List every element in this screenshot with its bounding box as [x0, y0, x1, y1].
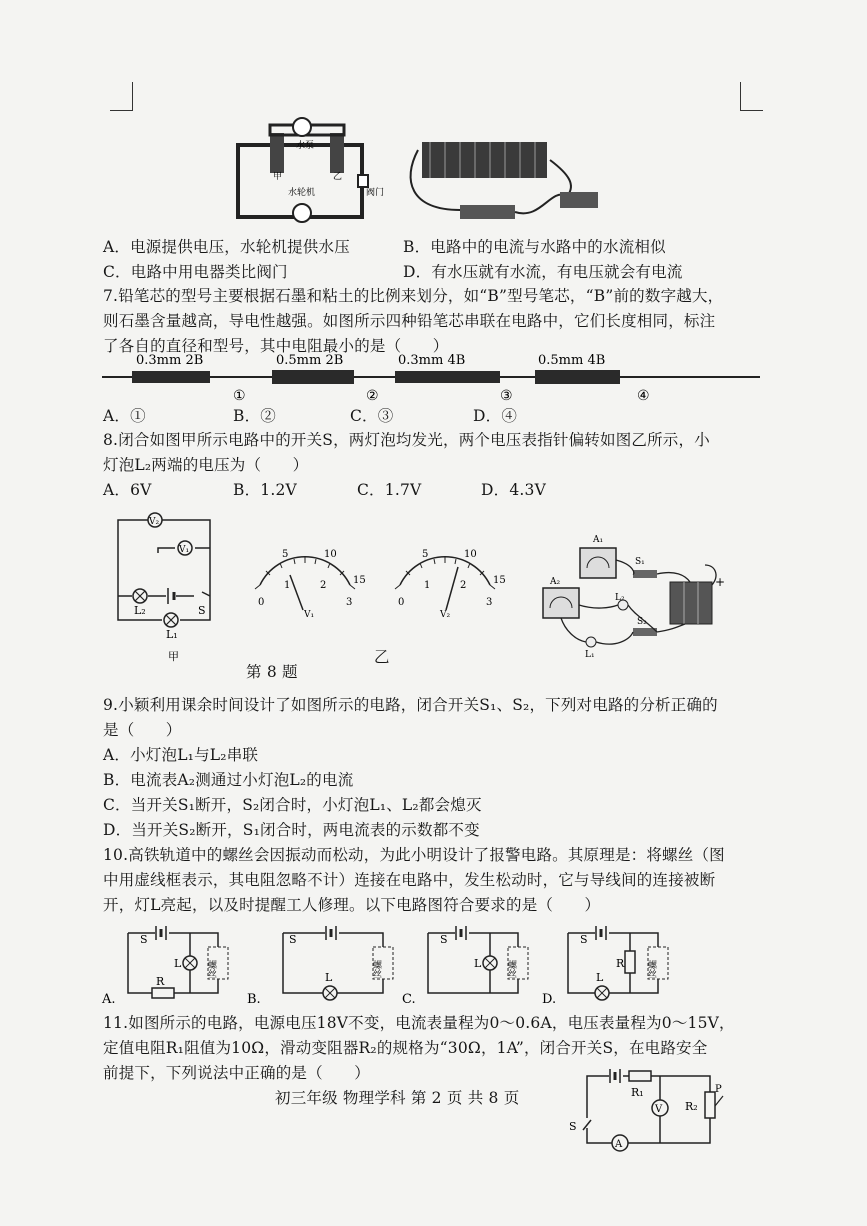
r1-label: R₁: [631, 1086, 644, 1099]
pencil-4-spec: 0.5mm 4B: [538, 353, 606, 368]
q9-option-b: B．电流表A₂测通过小灯泡L₂的电流: [103, 771, 354, 789]
r2-label: R₂: [685, 1100, 698, 1113]
q6-option-a: A．电源提供电压，水轮机提供水压: [103, 238, 350, 256]
pencil-2-spec: 0.5mm 2B: [276, 353, 344, 368]
letter-d: D.: [542, 992, 557, 1007]
pencil-series-figure: [100, 350, 765, 405]
q8-caption: 第 8 题: [246, 663, 298, 681]
q9-stem-line1: 9.小颖利用课余时间设计了如图所示的电路，闭合开关S₁、S₂，下列对电路的分析正确的: [103, 696, 718, 714]
s-label: S: [140, 933, 148, 946]
plus-label: +: [715, 575, 726, 589]
screw-label: 螺丝: [646, 960, 656, 978]
pencil-3-num: ③: [500, 388, 513, 404]
a1-label: A₁: [593, 535, 604, 545]
pencil-1-num: ①: [233, 388, 246, 404]
q7-option-d: D．④: [473, 407, 518, 425]
q11-stem-line1: 11.如图所示的电路，电源电压18V不变，电流表量程为0～0.6A，电压表量程为0～15V，: [103, 1014, 735, 1032]
q10-circuit-b: [245, 925, 390, 1005]
a-label: A: [615, 1139, 623, 1150]
pencil-3-spec: 0.3mm 4B: [398, 353, 466, 368]
pencil-4-num: ④: [637, 388, 650, 404]
screw-label: 螺丝: [206, 960, 216, 978]
valve-label: 阀门: [366, 188, 385, 198]
q8-stem-line2: 灯泡L₂两端的电压为（ ）: [103, 456, 309, 474]
page-footer: 初三年级 物理学科 第 2 页 共 8 页: [275, 1089, 520, 1107]
s2-label: S₂: [637, 617, 647, 627]
q11-stem-line3: 前提下，下列说法中正确的是（ ）: [103, 1064, 370, 1082]
meter1-bottom-0: 0: [258, 597, 265, 608]
s1-label: S₁: [635, 557, 645, 567]
l-label: L: [174, 957, 182, 970]
crop-mark-left: [110, 82, 133, 111]
q9-option-d: D．当开关S₂断开，S₁闭合时，两电流表的示数都不变: [103, 821, 480, 839]
meter2-bottom-3: 3: [486, 597, 493, 608]
s-label: S: [198, 604, 206, 617]
q10-stem-line1: 10.高铁轨道中的螺丝会因振动而松动，为此小明设计了报警电路。其原理是：将螺丝（图: [103, 846, 725, 864]
q10-circuit-d: [540, 925, 675, 1005]
s-label: S: [580, 933, 588, 946]
crop-mark-right: [740, 82, 763, 111]
q9-circuit-photo: [535, 530, 760, 660]
jia-label: 甲: [273, 172, 283, 182]
q6-option-b: B．电路中的电流与水路中的水流相似: [403, 238, 666, 256]
meter2-bottom-2: 2: [460, 580, 467, 591]
q11-circuit: [565, 1068, 730, 1168]
water-pump-label: 水泵: [296, 141, 315, 151]
meter1-end-15: 15: [353, 575, 366, 586]
pencil-2-num: ②: [366, 388, 379, 404]
q7-stem-line3: 了各自的直径和型号，其中电阻最小的是（ ）: [103, 337, 449, 355]
p-label: P: [715, 1084, 722, 1095]
v-label: V: [655, 1104, 663, 1115]
voltmeter-dial-2: [380, 545, 510, 620]
q7-option-a: A．①: [103, 407, 146, 425]
l-label: L: [325, 971, 333, 984]
l2-label: L₂: [615, 593, 625, 603]
r-label: R: [156, 975, 165, 988]
meter2-bottom-0: 0: [398, 597, 405, 608]
pencil-1-spec: 0.3mm 2B: [136, 353, 204, 368]
q7-option-c: C．③: [350, 407, 394, 425]
l1-label: L₁: [585, 650, 595, 660]
turbine-label: 水轮机: [288, 188, 316, 198]
screw-label: 螺丝: [506, 960, 516, 978]
yi-label: 乙: [333, 172, 343, 182]
meter1-top-10: 10: [324, 549, 337, 560]
q7-option-b: B．②: [233, 407, 276, 425]
meter1-needle-label: V₁: [304, 610, 315, 620]
meter1-bottom-1: 1: [284, 580, 291, 591]
meter1-bottom-2: 2: [320, 580, 327, 591]
l1-label: L₁: [166, 628, 178, 641]
q8-option-a: A．6V: [103, 481, 152, 499]
meter2-top-10: 10: [464, 549, 477, 560]
letter-a: A.: [102, 992, 116, 1007]
coil-photo-figure: [400, 130, 610, 225]
water-circuit-figure: [230, 115, 385, 227]
s-label: S: [440, 933, 448, 946]
voltmeter-dial-1: [240, 545, 370, 620]
r-label: R: [616, 957, 625, 970]
q11-stem-line2: 定值电阻R₁阻值为10Ω，滑动变阻器R₂的规格为“30Ω，1A”，闭合开关S，在电路安全: [103, 1039, 708, 1057]
q8-option-b: B．1.2V: [233, 481, 297, 499]
screw-label: 螺丝: [371, 960, 381, 978]
q6-option-d: D．有水压就有水流，有电压就会有电流: [403, 263, 683, 281]
s-label: S: [289, 933, 297, 946]
q10-stem-line2: 中用虚线框表示，其电阻忽略不计）连接在电路中，发生松动时，它与导线间的连接被断: [103, 871, 716, 889]
letter-c: C.: [402, 992, 416, 1007]
q9-option-a: A．小灯泡L₁与L₂串联: [103, 746, 259, 764]
q8-stem-line1: 8.闭合如图甲所示电路中的开关S，两灯泡均发光，两个电压表指针偏转如图乙所示，小: [103, 431, 710, 449]
q8-option-c: C．1.7V: [357, 481, 422, 499]
s-label: S: [569, 1120, 577, 1133]
a2-label: A₂: [550, 577, 561, 587]
q8-circuit-jia: [110, 508, 230, 663]
v1-label: V₁: [179, 545, 190, 555]
q8-yi-label: 乙: [374, 648, 390, 666]
meter1-top-5: 5: [282, 549, 289, 560]
meter1-bottom-3: 3: [346, 597, 353, 608]
meter2-top-5: 5: [422, 549, 429, 560]
l2-label: L₂: [134, 604, 146, 617]
letter-b: B.: [247, 992, 261, 1007]
q7-stem-line2: 则石墨含量越高，导电性越强。如图所示四种铅笔芯串联在电路中，它们长度相同，标注: [103, 312, 716, 330]
jia-label: 甲: [168, 650, 179, 663]
l-label: L: [474, 957, 482, 970]
q8-option-d: D．4.3V: [481, 481, 546, 499]
q7-stem-line1: 7.铅笔芯的型号主要根据石墨和粘土的比例来划分，如“B”型号笔芯，“B”前的数字越大，: [103, 287, 724, 305]
q10-stem-line3: 开，灯L亮起，以及时提醒工人修理。以下电路图符合要求的是（ ）: [103, 896, 601, 914]
meter2-end-15: 15: [493, 575, 506, 586]
q9-option-c: C．当开关S₁断开，S₂闭合时，小灯泡L₁、L₂都会熄灭: [103, 796, 482, 814]
q10-circuit-a: [100, 925, 245, 1005]
q6-option-c: C．电路中用电器类比阀门: [103, 263, 288, 281]
meter2-needle-label: V₂: [440, 610, 451, 620]
q10-circuit-c: [400, 925, 535, 1005]
l-label: L: [596, 971, 604, 984]
v2-label: V₂: [149, 517, 160, 527]
meter2-bottom-1: 1: [424, 580, 431, 591]
q9-stem-line2: 是（ ）: [103, 721, 182, 739]
